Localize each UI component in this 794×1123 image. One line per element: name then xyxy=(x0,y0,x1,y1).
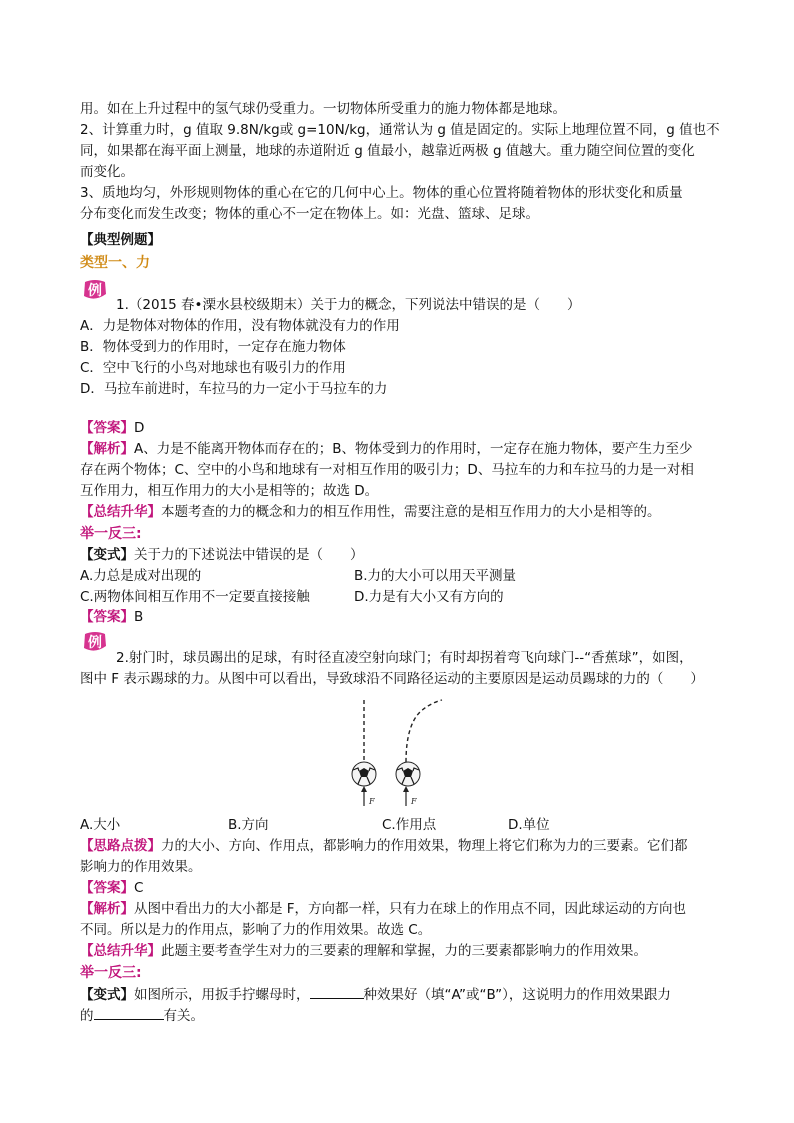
intro-line-4: 而变化。 xyxy=(80,164,134,180)
v2-text-2b: 有关。 xyxy=(163,1008,204,1024)
section-title: 【典型例题】 xyxy=(80,232,161,248)
curved-path xyxy=(406,700,442,762)
analysis-tag: 【解析】 xyxy=(80,901,134,917)
force-label-left: F xyxy=(369,797,375,806)
answer-tag: 【答案】 xyxy=(80,609,134,625)
q1-summary xyxy=(80,502,720,523)
q1-analysis-line-3: 互作用力，相互作用力的大小是相等的；故选 D。 xyxy=(80,483,379,499)
q1-option-a: A．力是物体对物体的作用，没有物体就没有力的作用 xyxy=(80,318,400,334)
answer-tag: 【答案】 xyxy=(80,880,134,896)
intro-line-5: 3、质地均匀，外形规则物体的重心在它的几何中心上。物体的重心位置将随着物体的形状变化和质量 xyxy=(80,185,683,201)
example-badge-icon xyxy=(82,630,108,654)
q1-option-b: B．物体受到力的作用时，一定存在施力物体 xyxy=(80,339,346,355)
summary-tag: 【总结升华】 xyxy=(80,943,161,959)
v2-text-1b: 种效果好（填“A”或“B”），这说明力的作用效果跟力 xyxy=(363,987,671,1003)
v2-line-1 xyxy=(80,984,720,1006)
intro-line-2: 2、计算重力时，g 值取 9.8N/kg或 g=10N/kg，通常认为 g 值是固定的。实际上地理位置不同，g 值也不 xyxy=(80,122,720,138)
variant-tag: 【变式】 xyxy=(80,987,134,1003)
v1-stem xyxy=(80,545,720,566)
banana-ball-figure xyxy=(340,696,450,811)
fill-blank-2[interactable] xyxy=(94,1005,164,1020)
intro-line-6: 分布变化而发生改变；物体的重心不一定在物体上。如：光盘、篮球、足球。 xyxy=(80,206,539,222)
q1-stem: 1.（2015 春•溧水县校级期末）关于力的概念，下列说法中错误的是（ ） xyxy=(116,297,581,313)
v1-option-a: A.力总是成对出现的 xyxy=(80,568,202,584)
v1-stem-text: 关于力的下述说法中错误的是（ ） xyxy=(134,547,364,563)
type-title: 类型一、力 xyxy=(80,255,150,271)
q1-answer-value: D xyxy=(134,420,145,436)
v1-answer xyxy=(80,607,720,628)
q2-analysis-text-1: 从图中看出力的大小都是 F，方向都一样，只有力在球上的作用点不同，因此球运动的方向也 xyxy=(134,901,687,917)
intro-line-3: 同，如果都在海平面上测量，地球的赤道附近 g 值最小，越靠近两极 g 值越大。重力随空间位置的变化 xyxy=(80,143,695,159)
analysis-tag: 【解析】 xyxy=(80,441,134,457)
practice-title-2: 举一反三: xyxy=(80,965,142,981)
v2-text-1a: 如图所示，用扳手拧螺母时， xyxy=(134,987,310,1003)
q2-answer xyxy=(80,878,720,899)
fill-blank-1[interactable] xyxy=(310,984,364,999)
q2-summary xyxy=(80,941,720,962)
q2-option-a: A.大小 xyxy=(80,817,121,833)
q2-analysis-line-2: 不同。所以是力的作用点，影响了力的作用效果。故选 C。 xyxy=(80,922,432,938)
force-label-right: F xyxy=(411,797,417,806)
q2-summary-text: 此题主要考查学生对力的三要素的理解和掌握，力的三要素都影响力的作用效果。 xyxy=(161,943,647,959)
q2-hint-text-1: 力的大小、方向、作用点，都影响力的作用效果，物理上将它们称为力的三要素。它们都 xyxy=(161,838,688,854)
q2-answer-value: C xyxy=(134,880,144,896)
q2-option-c: C.作用点 xyxy=(382,817,437,833)
q2-hint-line-2: 影响力的作用效果。 xyxy=(80,859,202,875)
q1-summary-text: 本题考查的力的概念和力的相互作用性，需要注意的是相互作用力的大小是相等的。 xyxy=(161,504,661,520)
intro-line-1: 用。如在上升过程中的氢气球仍受重力。一切物体所受重力的施力物体都是地球。 xyxy=(80,101,566,117)
q1-analysis-text-1: A、力是不能离开物体而存在的；B、物体受到力的作用时，一定存在施力物体，要产生力至少 xyxy=(134,441,693,457)
q2-option-d: D.单位 xyxy=(508,817,550,833)
q2-stem-line-2: 图中 F 表示踢球的力。从图中可以看出，导致球沿不同路径运动的主要原因是运动员踢球的力的（ ） xyxy=(80,671,704,687)
q2-hint-line-1 xyxy=(80,836,720,857)
example-badge-icon xyxy=(82,278,108,302)
q1-analysis-line-1 xyxy=(80,439,720,460)
v1-answer-value: B xyxy=(134,609,144,625)
svg-text:例: 例 xyxy=(88,283,102,299)
v1-option-d: D.力是有大小又有方向的 xyxy=(354,589,504,605)
soccer-ball-left xyxy=(352,762,376,786)
v2-line-2 xyxy=(80,1005,720,1027)
answer-tag: 【答案】 xyxy=(80,420,134,436)
soccer-ball-right xyxy=(396,762,420,786)
v2-text-2a: 的 xyxy=(80,1008,94,1024)
summary-tag: 【总结升华】 xyxy=(80,504,161,520)
svg-text:例: 例 xyxy=(88,635,102,651)
hint-tag: 【思路点拨】 xyxy=(80,838,161,854)
q1-answer xyxy=(80,418,720,439)
q2-stem-line-1: 2.射门时，球员踢出的足球，有时径直凌空射向球门；有时却拐着弯飞向球门--“香蕉球”，如图， xyxy=(116,650,693,666)
q2-option-b: B.方向 xyxy=(228,817,269,833)
q1-option-c: C．空中飞行的小鸟对地球也有吸引力的作用 xyxy=(80,360,346,376)
q2-analysis-line-1 xyxy=(80,899,720,920)
practice-title: 举一反三: xyxy=(80,526,142,542)
v1-option-c: C.两物体间相互作用不一定要直接接触 xyxy=(80,589,310,605)
v1-option-b: B.力的大小可以用天平测量 xyxy=(354,568,517,584)
q1-option-d: D．马拉车前进时，车拉马的力一定小于马拉车的力 xyxy=(80,381,388,397)
q1-analysis-line-2: 存在两个物体；C、空中的小鸟和地球有一对相互作用的吸引力；D、马拉车的力和车拉马的力是一对相 xyxy=(80,462,694,478)
variant-tag: 【变式】 xyxy=(80,547,134,563)
